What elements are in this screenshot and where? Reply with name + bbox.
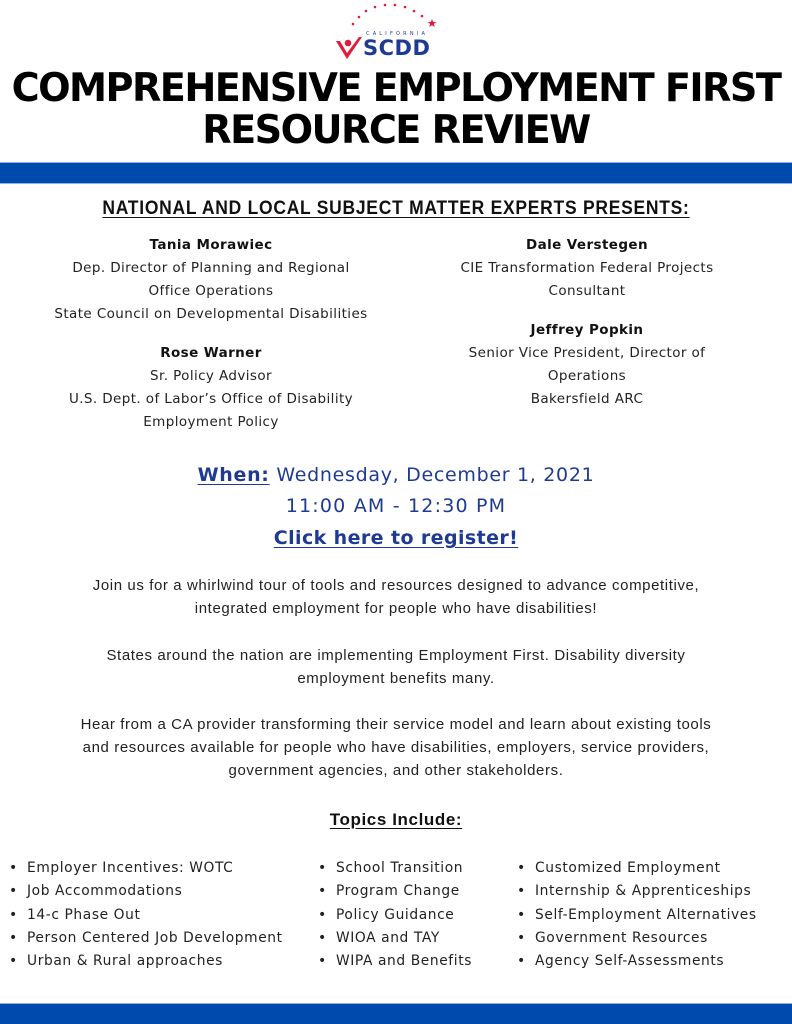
text-line: States around the nation are implementing Employment First. Disability diversity xyxy=(106,647,686,664)
topic-item: • Self-Employment Alternatives xyxy=(517,904,757,927)
text-line: Join us for a whirlwind tour of tools and resources designed to advance competitive, xyxy=(92,577,700,594)
event-time: 11:00 AM - 12:30 PM xyxy=(285,495,507,517)
event-date xyxy=(0,461,792,489)
presenters-left-column xyxy=(20,234,402,434)
presenter-org: U.S. Dept. of Labor’s Office of Disability xyxy=(68,391,354,407)
text-line: Hear from a CA provider transforming their service model and learn about existing tools xyxy=(80,716,712,733)
presenter-name: Tania Morawiec xyxy=(149,237,273,253)
presenter-title-line: CIE Transformation Federal Projects xyxy=(460,260,714,276)
presenter-name: Jeffrey Popkin xyxy=(530,322,644,338)
presenters-right-column xyxy=(395,234,779,411)
presenter-title-line: Senior Vice President, Director of xyxy=(468,345,706,361)
page-title-line-2: RESOURCE REVIEW xyxy=(202,108,590,153)
event-date-value: Wednesday, December 1, 2021 xyxy=(269,464,595,486)
bottom-divider-bar xyxy=(0,1004,792,1024)
text-line: integrated employment for people who have disabilities! xyxy=(194,600,598,617)
topic-item: • Person Centered Job Development xyxy=(9,927,283,950)
presenter-card xyxy=(395,234,779,303)
presenters-heading: NATIONAL AND LOCAL SUBJECT MATTER EXPERTS PRESENTS: xyxy=(102,198,690,219)
topic-item: • Agency Self-Assessments xyxy=(517,950,757,973)
presenter-title-line: Consultant xyxy=(548,283,626,299)
topic-item: • Job Accommodations xyxy=(9,880,283,903)
description-paragraph-1 xyxy=(20,574,772,620)
scdd-logo xyxy=(333,2,453,62)
topic-item: • Employer Incentives: WOTC xyxy=(9,857,283,880)
top-divider-bar xyxy=(0,163,792,183)
topics-list-column-3 xyxy=(517,857,757,973)
text-line: and resources available for people who have disabilities, employers, service providers, xyxy=(82,739,710,756)
presenter-card xyxy=(20,342,402,434)
topic-item: • School Transition xyxy=(318,857,472,880)
register-link[interactable]: Click here to register! xyxy=(273,527,519,549)
presenter-title-line: Dep. Director of Planning and Regional xyxy=(72,260,350,276)
presenter-title-line: Sr. Policy Advisor xyxy=(150,368,272,384)
topic-item: • WIOA and TAY xyxy=(318,927,472,950)
description-paragraph-2 xyxy=(20,644,772,690)
topic-item: • Policy Guidance xyxy=(318,904,472,927)
topics-list-column-2 xyxy=(318,857,472,973)
presenter-org: Bakersfield ARC xyxy=(530,391,644,407)
presenter-org: Employment Policy xyxy=(143,414,279,430)
topic-item: • Internship & Apprenticeships xyxy=(517,880,757,903)
presenter-name: Rose Warner xyxy=(160,345,262,361)
text-line: government agencies, and other stakeholders. xyxy=(228,762,564,779)
when-label: When: xyxy=(197,464,270,486)
presenter-card xyxy=(20,234,402,326)
presenter-org: State Council on Developmental Disabilities xyxy=(54,306,368,322)
logo-brand: SCDD xyxy=(363,36,431,60)
topic-item: • Customized Employment xyxy=(517,857,757,880)
topic-item: • Government Resources xyxy=(517,927,757,950)
topic-item: • Urban & Rural approaches xyxy=(9,950,283,973)
presenter-title-line: Operations xyxy=(547,368,627,384)
presenter-title-line: Office Operations xyxy=(148,283,274,299)
topic-item: • Program Change xyxy=(318,880,472,903)
topic-item: • WIPA and Benefits xyxy=(318,950,472,973)
presenter-card xyxy=(395,319,779,411)
topic-item: • 14-c Phase Out xyxy=(9,904,283,927)
person-check-icon xyxy=(335,35,363,61)
logo-state-label: CALIFORNIA xyxy=(366,31,429,37)
page-title-line-1: COMPREHENSIVE EMPLOYMENT FIRST xyxy=(11,66,781,111)
topics-heading: Topics Include: xyxy=(329,810,463,829)
description-paragraph-3 xyxy=(20,713,772,782)
presenter-name: Dale Verstegen xyxy=(526,237,648,253)
topics-list-column-1 xyxy=(9,857,283,973)
text-line: employment benefits many. xyxy=(297,670,495,687)
